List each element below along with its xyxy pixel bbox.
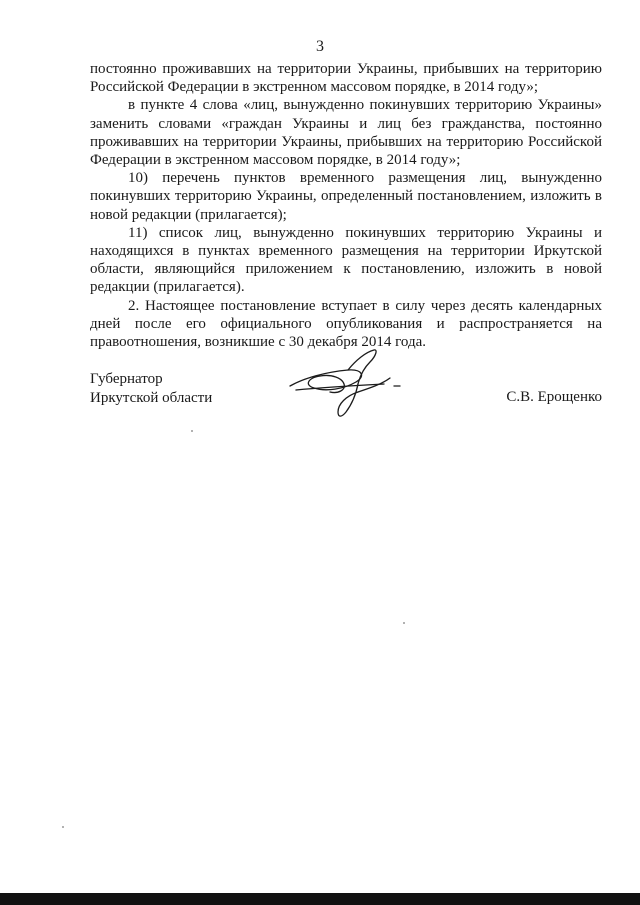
- paragraph-point-4-amendment: в пункте 4 слова «лиц, вынужденно покинувших территорию Украины» заменить словами «граждан Украины и лиц без гражданства, постоянно проживавших на территории Украины, прибывших на территорию Российской Федерации в экстренном массовом порядке, в 2014 году»;: [90, 97, 602, 169]
- paragraph-effective-date: 2. Настоящее постановление вступает в силу через десять календарных дней после его официального опубликования и распространяется на правоотношения, возникшие с 30 декабря 2014 года.: [90, 297, 602, 351]
- paragraph-item-10: 10) перечень пунктов временного размещения лиц, вынужденно покинувших территорию Украины, определенный постановлением, изложить в новой редакции (прилагается);: [90, 170, 602, 223]
- page-number: 3: [316, 38, 324, 55]
- handwritten-signature-icon: [286, 348, 416, 423]
- scan-bottom-edge: [0, 893, 640, 905]
- signer-position: [90, 370, 212, 407]
- signer-name: С.В. Ерощенко: [506, 389, 602, 405]
- signer-position-line2: Иркутской области: [90, 389, 213, 406]
- scan-speck: [403, 622, 405, 624]
- paragraph-continuation: постоянно проживавших на территории Украины, прибывших на территорию Российской Федерации в экстренном массовом порядке, в 2014 году»;: [90, 61, 602, 96]
- signature-block: [90, 370, 602, 450]
- scan-speck: [62, 826, 64, 828]
- scan-speck: [191, 430, 193, 432]
- document-body: [90, 60, 602, 351]
- paragraph-item-11: 11) список лиц, вынужденно покинувших территорию Украины и находящихся в пунктах временного размещения на территории Иркутской области, являющийся приложением к постановлению, изложить в новой редакции (прилагается).: [90, 224, 602, 296]
- signer-position-line1: Губернатор: [90, 371, 163, 387]
